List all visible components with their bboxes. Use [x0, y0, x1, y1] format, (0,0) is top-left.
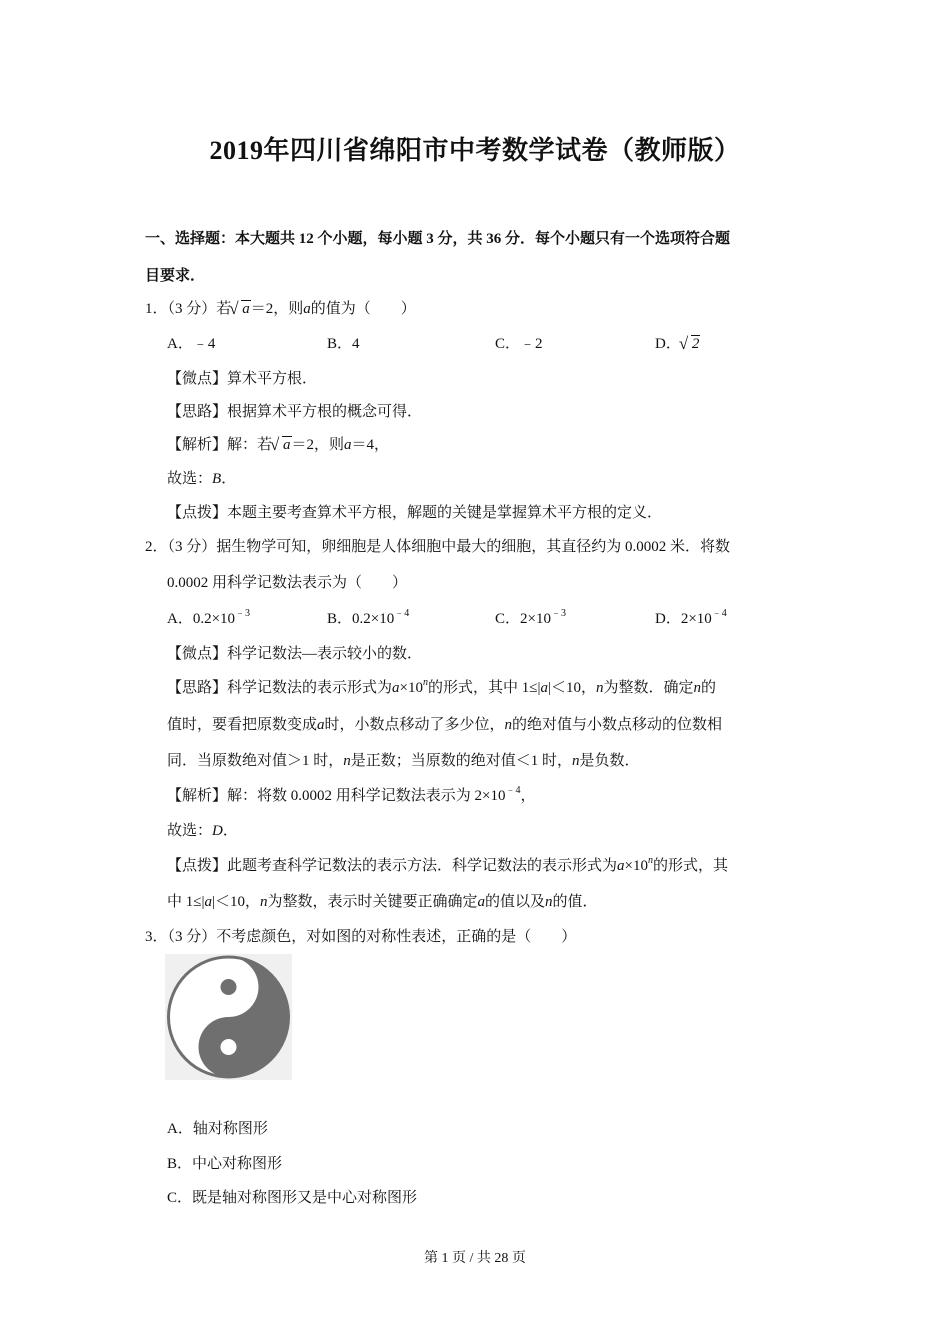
q2-analysis: 【解析】解：将数 0.0002 用科学记数法表示为 $2\times 10^{﹣4}$， — [167, 785, 536, 804]
option-a[interactable]: A．﹣4 — [167, 336, 216, 352]
section-heading-line2: 目要求． — [145, 268, 206, 284]
question-1-stem: 1．（3 分）若√ a＝2，则a的值为（ ） — [145, 297, 416, 318]
question-2-stem-line2: 0.0002 用科学记数法表示为（ ） — [167, 575, 408, 591]
q3-option-a[interactable]: A．轴对称图形 — [167, 1121, 268, 1137]
yin-yang-figure — [165, 954, 292, 1080]
section-heading-line1: 一、选择题：本大题共 12 个小题，每小题 3 分，共 36 分．每个小题只有一个选项符合题 — [145, 231, 731, 247]
q2-idea-line2: 值时，要看把原数变成a时，小数点移动了多少位，n的绝对值与小数点移动的位数相 — [167, 717, 723, 733]
question-number: 1． — [145, 301, 168, 317]
q3-option-b[interactable]: B．中心对称图形 — [167, 1156, 283, 1172]
option-b[interactable]: B．$0.2\times 10^{﹣4}$ — [327, 608, 410, 627]
q1-analysis: 【解析】解：若√ a＝2，则a＝4， — [167, 433, 389, 454]
option-d[interactable]: D．√ 2 — [655, 332, 700, 353]
page-title: 2019年四川省绵阳市中考数学试卷（教师版） — [209, 136, 741, 165]
question-3-stem: 3．（3 分）不考虑颜色，对如图的对称性表述，正确的是（ ） — [145, 929, 577, 945]
q2-point: 【微点】科学记数法—表示较小的数． — [167, 646, 423, 662]
option-c[interactable]: C．$2\times 10^{﹣3}$ — [495, 608, 566, 627]
q1-idea: 【思路】根据算术平方根的概念可得． — [167, 404, 423, 420]
sqrt-expression: √ a — [231, 301, 251, 318]
q2-tip-line1: 【点拨】此题考查科学记数法的表示方法．科学记数法的表示形式为$a\times 10^n$的形式，其 — [167, 855, 728, 874]
option-d[interactable]: D．$2\times 10^{﹣4}$ — [655, 608, 727, 627]
q3-option-c[interactable]: C．既是轴对称图形又是中心对称图形 — [167, 1190, 418, 1206]
q2-answer: 故选：D． — [167, 823, 238, 839]
q1-answer: 故选：B． — [167, 471, 237, 487]
q1-point: 【微点】算术平方根． — [167, 371, 318, 387]
question-2-stem-line1: 2．（3 分）据生物学可知，卵细胞是人体细胞中最大的细胞，其直径约为 0.0002 米．将数 — [145, 539, 731, 555]
option-a[interactable]: A．$0.2\times 10^{﹣3}$ — [167, 608, 251, 627]
q2-idea-line3: 同．当原数绝对值＞1 时，n是正数；当原数的绝对值＜1 时，n是负数． — [167, 753, 640, 769]
question-1-options — [167, 332, 807, 354]
page-footer: 第 1 页 / 共 28 页 — [424, 1251, 526, 1266]
option-b[interactable]: B．4 — [327, 336, 360, 352]
q2-idea-line1: 【思路】科学记数法的表示形式为$a\times 10^n$的形式，其中 1≤|a|＜10，n为整数．确定n的 — [167, 677, 717, 696]
question-2-options — [167, 607, 807, 629]
q1-tip: 【点拨】本题主要考查算术平方根，解题的关键是掌握算术平方根的定义． — [167, 505, 663, 521]
q2-tip-line2: 中 1≤|a|＜10，n为整数，表示时关键要正确确定a的值以及n的值． — [167, 894, 598, 910]
option-c[interactable]: C．﹣2 — [495, 336, 543, 352]
yin-yang-icon — [165, 954, 292, 1080]
